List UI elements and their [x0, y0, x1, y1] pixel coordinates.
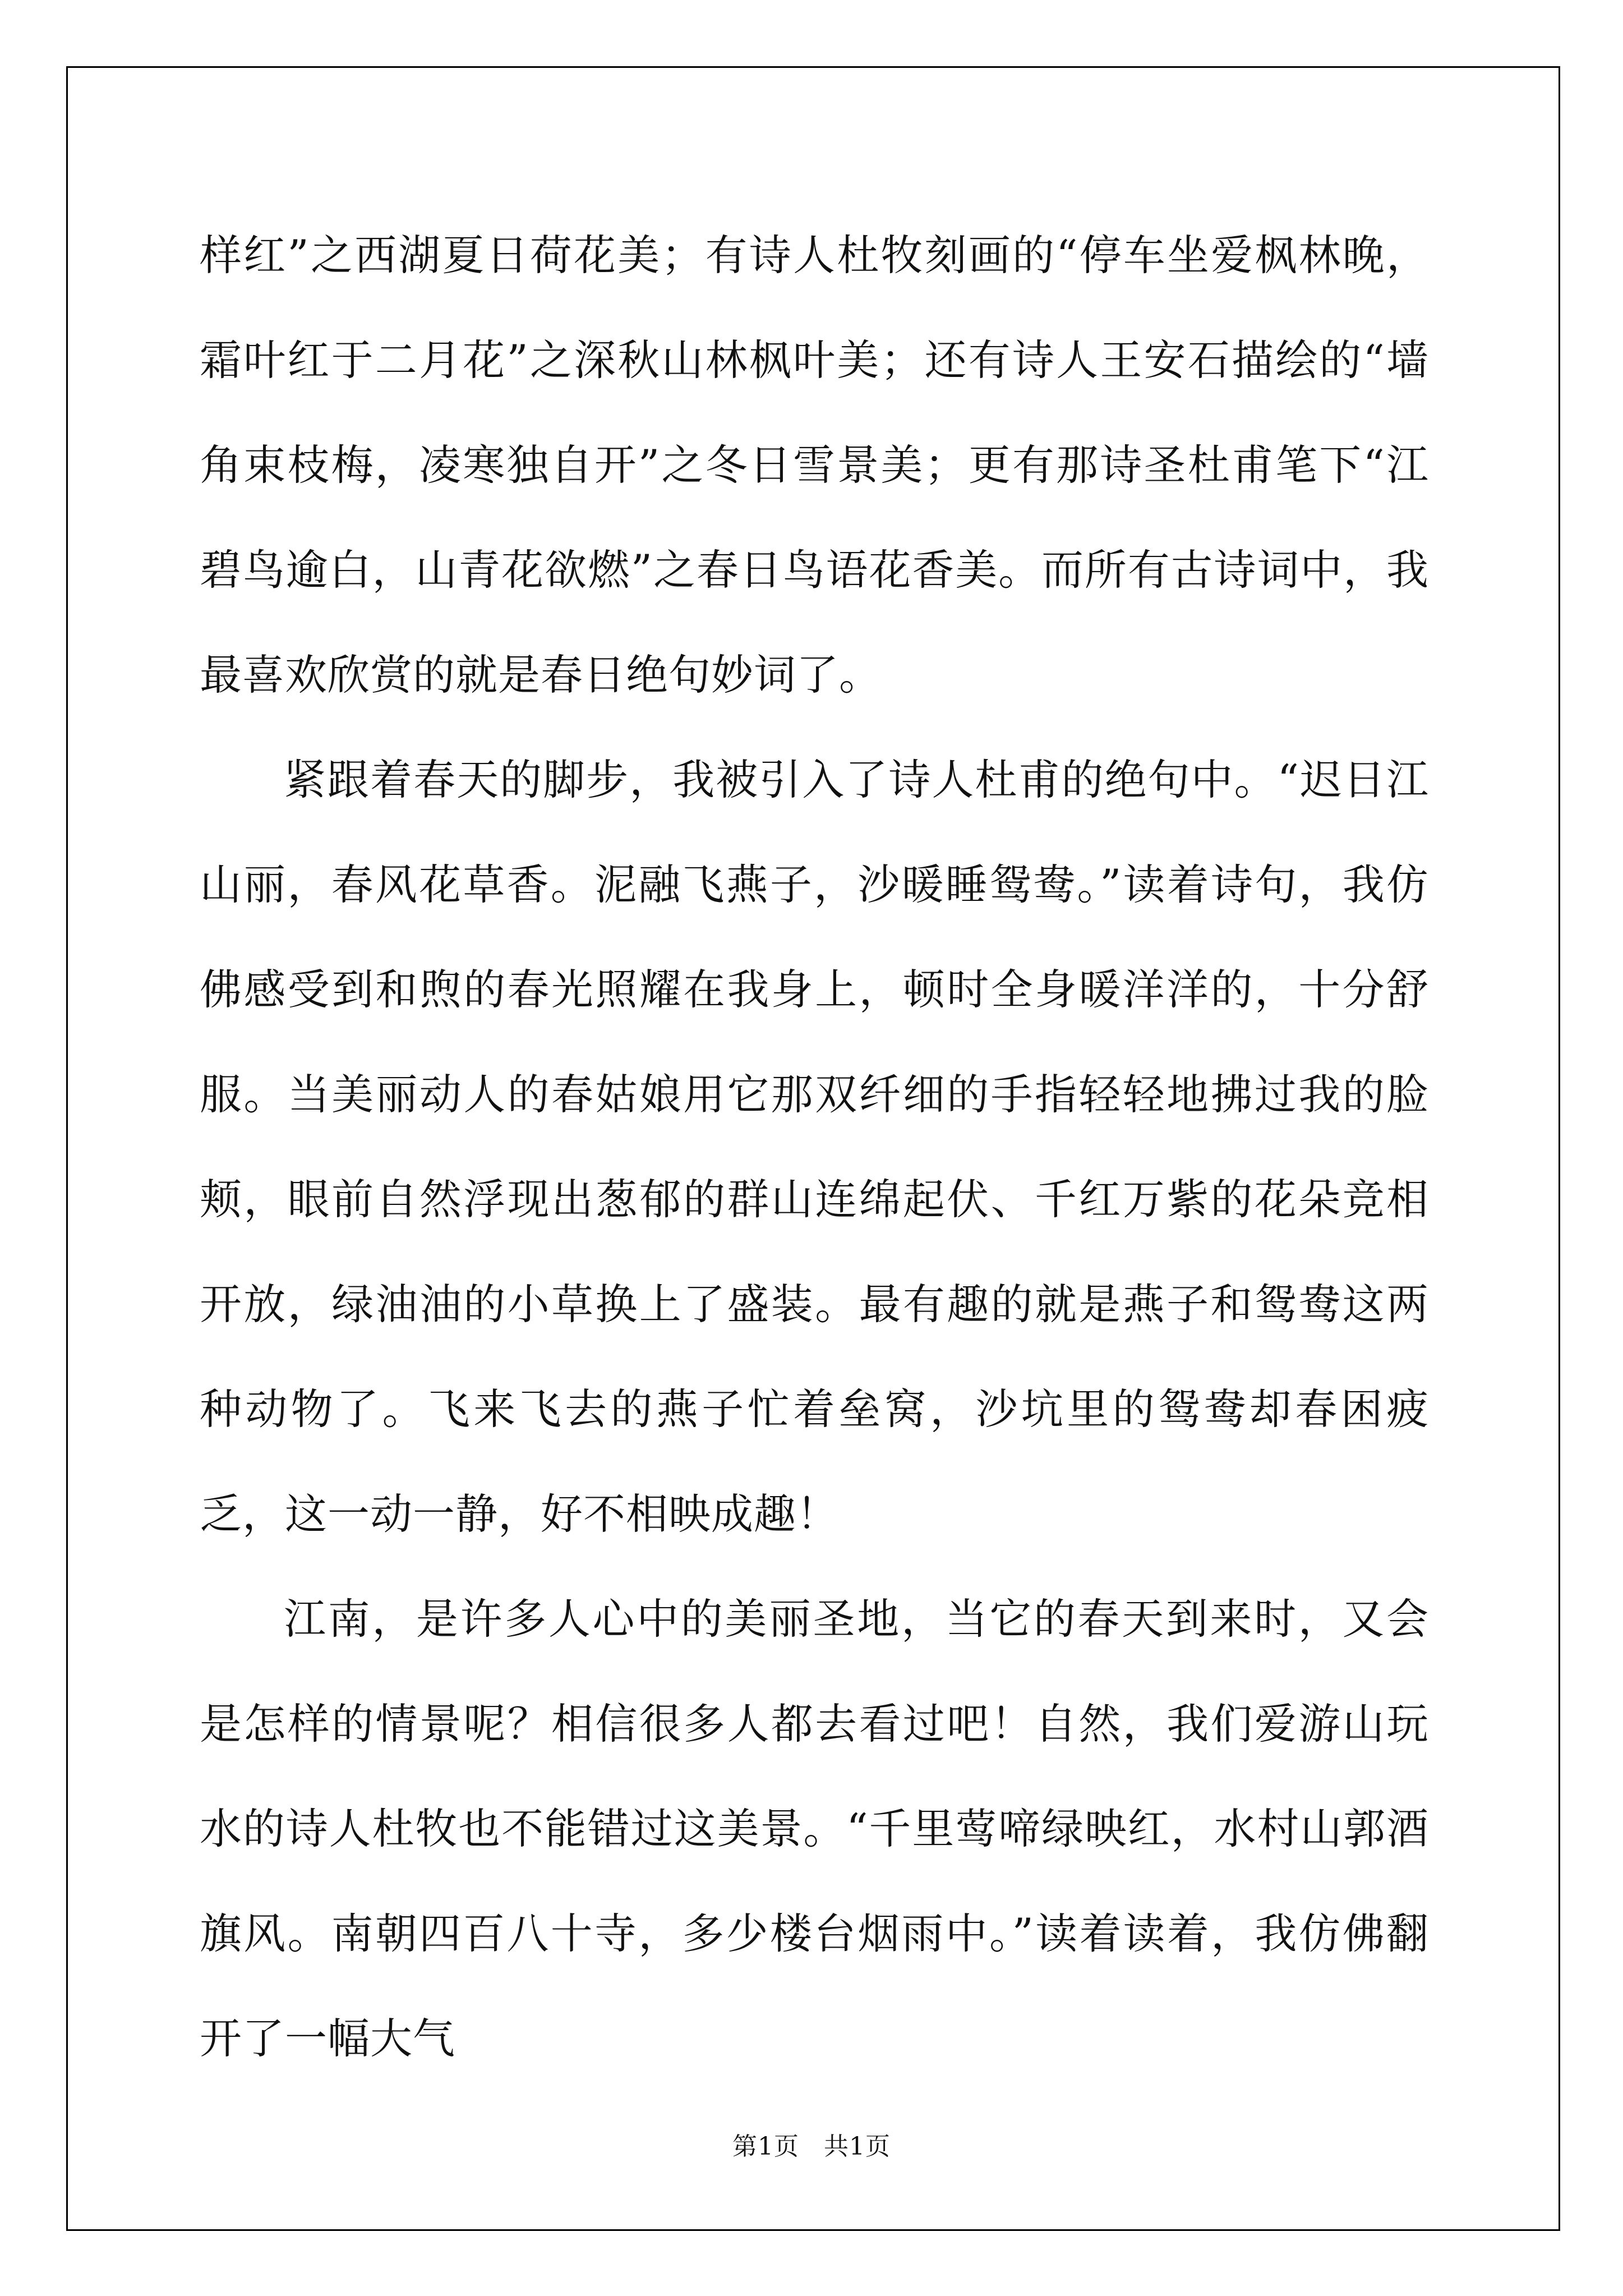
page-total: 共1页 — [824, 2132, 891, 2161]
paragraph-2: 紧跟着春天的脚步，我被引入了诗人杜甫的绝句中。“迟日江山丽，春风花草香。泥融飞燕子，沙暖睡鸳鸯。”读着诗句，我仿佛感受到和煦的春光照耀在我身上，顿时全身暖洋洋的，十分舒服。当美丽动人的春姑娘用它那双纤细的手指轻轻地拂过我的脸颊，眼前自然浮现出葱郁的群山连绵起伏、千红万紫的花朵竞相开放，绿油油的小草换上了盛装。最有趣的就是燕子和鸳鸯这两种动物了。飞来飞去的燕子忙着垒窝，沙坑里的鸳鸯却春困疲乏，这一动一静，好不相映成趣！ — [200, 755, 1429, 1539]
page-footer — [0, 2126, 1623, 2162]
paragraph-1: 样红”之西湖夏日荷花美；有诗人杜牧刻画的“停车坐爱枫林晚，霜叶红于二月花”之深秋山林枫叶美；还有诗人王安石描绘的“墙角束枝梅，凌寒独自开”之冬日雪景美；更有那诗圣杜甫笔下“江碧鸟逾白，山青花欲燃”之春日鸟语花香美。而所有古诗词中，我最喜欢欣赏的就是春日绝句妙词了。 — [200, 231, 1429, 700]
paragraph-3: 江南，是许多人心中的美丽圣地，当它的春天到来时，又会是怎样的情景呢？相信很多人都去看过吧！自然，我们爱游山玩水的诗人杜牧也不能错过这美景。“千里莺啼绿映红，水村山郭酒旗风。南朝四百八十寺，多少楼台烟雨中。”读着读着，我仿佛翻开了一幅大气 — [200, 1594, 1429, 2063]
document-body — [200, 203, 1429, 2091]
page-number: 第1页 — [732, 2132, 799, 2161]
